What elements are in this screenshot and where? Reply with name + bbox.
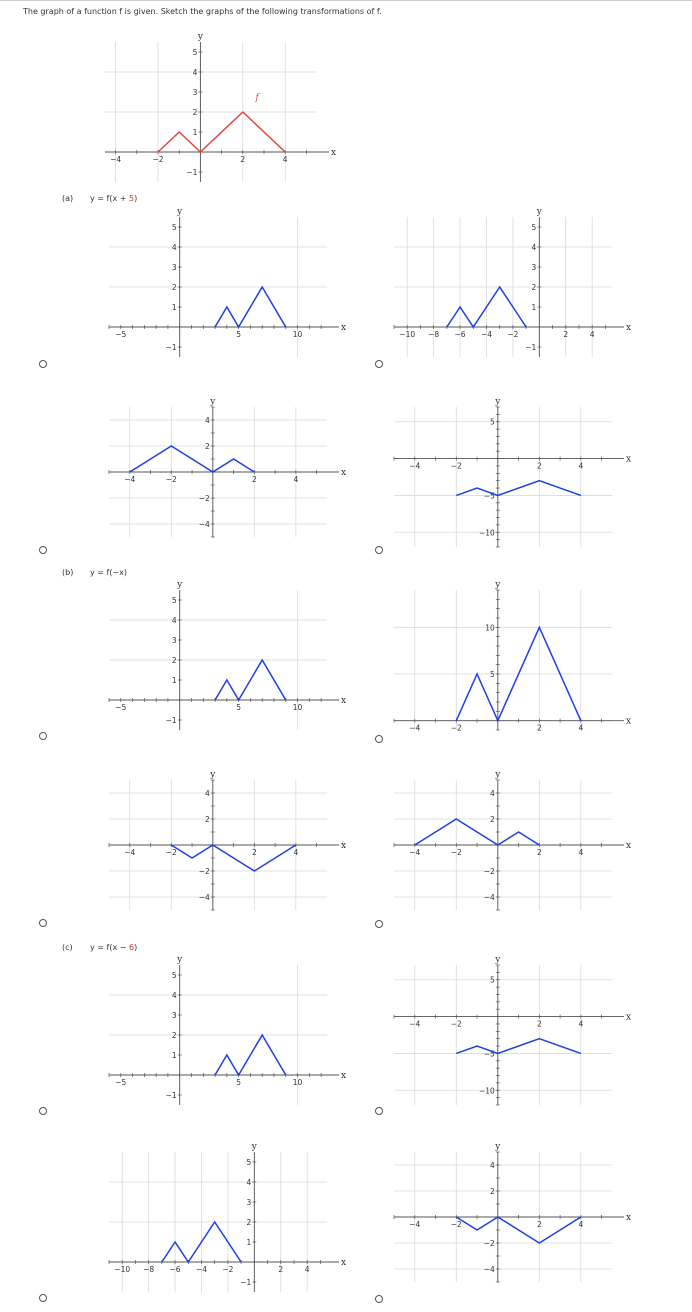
option-graph-c1 xyxy=(95,953,357,1113)
y-tick-label: 5 xyxy=(192,48,198,57)
x-tick-label: −4 xyxy=(409,1220,421,1229)
option-graph-b4 xyxy=(380,768,642,918)
y-tick-label: 2 xyxy=(171,656,177,665)
y-tick-label: −2 xyxy=(483,1239,495,1248)
x-tick-label: −5 xyxy=(115,330,127,339)
option-graph-a1 xyxy=(95,205,357,365)
x-tick-label: −10 xyxy=(399,330,416,339)
series-line xyxy=(215,660,286,700)
x-tick-label: 4 xyxy=(578,1019,584,1029)
x-tick-label: −8 xyxy=(143,1265,155,1274)
x-tick-label: −2 xyxy=(450,1019,462,1029)
y-tick-label: −1 xyxy=(165,716,177,725)
series-line xyxy=(456,1217,584,1243)
y-tick-label: 3 xyxy=(171,263,177,272)
x-axis-label: x xyxy=(626,1012,632,1023)
y-tick-label: 3 xyxy=(171,1011,177,1020)
x-tick-label: 10 xyxy=(292,1078,303,1087)
y-tick-label: 4 xyxy=(192,68,198,77)
series-line xyxy=(158,112,285,152)
radio-option-a2[interactable] xyxy=(375,360,383,368)
y-tick-label: −5 xyxy=(483,1049,495,1059)
y-tick-label: −2 xyxy=(198,494,210,503)
x-tick-label: −4 xyxy=(409,461,421,471)
y-tick-label: 5 xyxy=(246,1158,252,1167)
y-tick-label: 5 xyxy=(171,223,177,232)
x-tick-label: 4 xyxy=(578,723,584,733)
x-axis-label: x xyxy=(341,468,347,478)
y-axis-label: y xyxy=(177,580,183,590)
x-axis-label: x xyxy=(626,323,632,333)
x-tick-label: −4 xyxy=(195,1265,208,1274)
x-tick-label: −6 xyxy=(169,1265,181,1274)
y-tick-label: 3 xyxy=(246,1198,252,1207)
radio-option-a3[interactable] xyxy=(39,546,47,554)
x-axis-label: x xyxy=(341,1258,347,1268)
y-tick-label: 1 xyxy=(192,128,198,137)
y-tick-label: −4 xyxy=(483,1265,495,1274)
x-tick-label: 4 xyxy=(578,848,584,857)
x-tick-label: −2 xyxy=(165,848,177,857)
option-graph-c4 xyxy=(380,1140,642,1300)
option-graph-c3 xyxy=(95,1140,357,1300)
x-axis-label: x xyxy=(626,716,632,727)
x-tick-label: −4 xyxy=(409,1019,421,1029)
x-tick-label: 2 xyxy=(563,330,569,339)
x-tick-label: 4 xyxy=(589,330,595,339)
y-tick-label: −10 xyxy=(478,528,495,538)
option-graph-b2 xyxy=(380,578,642,738)
x-tick-label: −5 xyxy=(115,1078,127,1087)
series-line xyxy=(415,819,540,845)
x-tick-label: −2 xyxy=(222,1265,234,1274)
y-tick-label: 4 xyxy=(171,991,177,1000)
x-tick-label: −6 xyxy=(454,330,466,339)
part-b-label: (b) y = f(−x) xyxy=(62,568,128,577)
x-axis-label: x xyxy=(626,1213,632,1223)
y-tick-label: 10 xyxy=(485,623,495,633)
y-tick-label: 4 xyxy=(490,789,495,798)
y-tick-label: 2 xyxy=(246,1218,252,1227)
y-tick-label: 3 xyxy=(192,88,198,97)
x-tick-label: 10 xyxy=(292,330,303,339)
x-tick-label: −2 xyxy=(152,155,164,164)
y-axis-label: y xyxy=(177,207,183,217)
series-line xyxy=(130,446,255,472)
x-tick-label: −2 xyxy=(450,1220,462,1229)
y-tick-label: 1 xyxy=(171,303,177,312)
x-axis-label: x xyxy=(626,841,632,851)
y-axis-label: y xyxy=(210,770,216,780)
radio-option-b4[interactable] xyxy=(375,920,383,928)
y-tick-label: 2 xyxy=(205,815,210,824)
radio-option-c3[interactable] xyxy=(39,1294,47,1302)
part-a-label: (a) y = f(x + 5) xyxy=(62,194,138,203)
series-line xyxy=(171,845,299,871)
y-tick-label: 5 xyxy=(490,417,495,427)
y-tick-label: 4 xyxy=(171,616,177,625)
y-tick-label: −2 xyxy=(198,867,210,876)
x-tick-label: 2 xyxy=(278,1265,284,1274)
x-tick-label: 4 xyxy=(578,461,584,471)
x-tick-label: −4 xyxy=(124,475,136,484)
option-graph-a2 xyxy=(380,205,642,365)
x-tick-label: 2 xyxy=(251,475,257,484)
y-tick-label: 1 xyxy=(171,1051,177,1060)
x-axis-label: x xyxy=(341,1071,347,1081)
series-line xyxy=(215,1035,286,1075)
y-tick-label: 5 xyxy=(171,596,177,605)
y-axis-label: y xyxy=(177,955,183,965)
option-graph-b1 xyxy=(95,578,357,738)
y-tick-label: 3 xyxy=(531,263,537,272)
y-tick-label: 2 xyxy=(171,283,177,292)
radio-option-b3[interactable] xyxy=(39,919,47,927)
y-tick-label: −1 xyxy=(240,1278,252,1287)
x-tick-label: 5 xyxy=(236,330,242,339)
x-axis-label: x xyxy=(341,696,347,706)
y-tick-label: −1 xyxy=(525,343,537,352)
y-tick-label: 5 xyxy=(490,670,495,679)
y-tick-label: 2 xyxy=(205,442,210,451)
y-tick-label: −2 xyxy=(483,867,495,876)
y-tick-label: −4 xyxy=(483,893,495,902)
x-tick-label: −4 xyxy=(409,848,421,857)
x-tick-label: −2 xyxy=(450,848,462,857)
question-prompt: The graph of a function f is given. Sketch the graphs of the following transformations of f. xyxy=(23,7,382,16)
given-function-graph xyxy=(95,30,335,190)
radio-option-b1[interactable] xyxy=(39,732,47,740)
top-border xyxy=(0,0,692,1)
x-tick-label: −8 xyxy=(428,330,440,339)
x-tick-label: −2 xyxy=(450,723,462,733)
y-tick-label: −1 xyxy=(186,168,198,177)
x-tick-label: 2 xyxy=(536,848,542,857)
y-axis-label: y xyxy=(495,397,501,407)
y-tick-label: 5 xyxy=(531,223,537,232)
series-line xyxy=(456,1039,581,1054)
y-axis-label: y xyxy=(197,32,203,42)
series-line xyxy=(215,287,286,327)
x-tick-label: −2 xyxy=(507,330,519,339)
y-tick-label: 4 xyxy=(205,789,210,798)
y-tick-label: 4 xyxy=(531,243,537,252)
y-tick-label: 5 xyxy=(171,971,177,980)
part-c-label: (c) y = f(x − 6) xyxy=(62,943,138,952)
x-axis-label: x xyxy=(331,148,337,158)
x-tick-label: 5 xyxy=(236,1078,242,1087)
x-tick-label: 4 xyxy=(282,155,288,164)
x-tick-label: −4 xyxy=(124,848,136,857)
y-tick-label: 2 xyxy=(490,815,495,824)
y-tick-label: 1 xyxy=(171,676,177,685)
option-graph-b3 xyxy=(95,768,357,918)
option-graph-c2 xyxy=(380,953,642,1113)
x-tick-label: 4 xyxy=(293,475,299,484)
y-tick-label: 5 xyxy=(490,975,495,985)
x-tick-label: 4 xyxy=(578,1220,584,1229)
x-tick-label: −5 xyxy=(115,703,127,712)
radio-option-a1[interactable] xyxy=(39,360,47,368)
y-tick-label: 2 xyxy=(171,1031,177,1040)
option-graph-a4 xyxy=(380,395,642,555)
radio-option-b2[interactable] xyxy=(375,735,383,743)
x-tick-label: −10 xyxy=(114,1265,131,1274)
y-tick-label: 1 xyxy=(246,1238,252,1247)
y-tick-label: 4 xyxy=(171,243,177,252)
radio-option-c1[interactable] xyxy=(39,1107,47,1115)
x-tick-label: 2 xyxy=(536,1019,542,1029)
x-tick-label: 5 xyxy=(236,703,242,712)
series-line xyxy=(456,481,581,496)
x-tick-label: 2 xyxy=(240,155,246,164)
x-axis-label: x xyxy=(626,454,632,465)
y-tick-label: 1 xyxy=(531,303,537,312)
y-axis-label: y xyxy=(251,1142,257,1152)
radio-option-c4[interactable] xyxy=(375,1295,383,1303)
y-tick-label: 2 xyxy=(531,283,537,292)
x-tick-label: 2 xyxy=(536,1220,542,1229)
x-axis-label: x xyxy=(341,323,347,333)
y-tick-label: −4 xyxy=(198,520,210,529)
y-tick-label: −1 xyxy=(165,1091,177,1100)
y-axis-label: y xyxy=(495,1142,501,1152)
curve-label: f xyxy=(255,93,259,103)
y-axis-label: y xyxy=(495,770,501,780)
y-axis-label: y xyxy=(495,580,501,590)
x-tick-label: −4 xyxy=(110,155,122,164)
x-tick-label: 4 xyxy=(304,1265,310,1274)
y-axis-label: y xyxy=(210,397,216,407)
x-tick-label: 10 xyxy=(292,703,303,712)
y-tick-label: −5 xyxy=(483,491,495,501)
x-tick-label: 2 xyxy=(536,461,542,471)
x-tick-label: 4 xyxy=(293,848,299,857)
radio-option-c2[interactable] xyxy=(375,1107,383,1115)
y-tick-label: 2 xyxy=(490,1187,495,1196)
y-axis-label: y xyxy=(536,207,542,217)
x-tick-label: 2 xyxy=(536,723,542,733)
y-tick-label: −1 xyxy=(165,343,177,352)
y-tick-label: 4 xyxy=(246,1178,252,1187)
x-axis-label: x xyxy=(341,841,347,851)
y-tick-label: 3 xyxy=(171,636,177,645)
y-tick-label: −10 xyxy=(478,1086,495,1096)
radio-option-a4[interactable] xyxy=(375,546,383,554)
y-tick-label: −4 xyxy=(198,893,210,902)
x-tick-label: −2 xyxy=(165,475,177,484)
y-axis-label: y xyxy=(495,955,501,965)
x-tick-label: 2 xyxy=(251,848,257,857)
y-tick-label: 2 xyxy=(192,108,198,117)
x-tick-label: −4 xyxy=(480,330,493,339)
y-tick-label: 4 xyxy=(490,1161,495,1170)
y-tick-label: 4 xyxy=(205,416,210,425)
x-tick-label: −4 xyxy=(409,723,421,733)
option-graph-a3 xyxy=(95,395,357,545)
x-tick-label: −2 xyxy=(450,461,462,471)
